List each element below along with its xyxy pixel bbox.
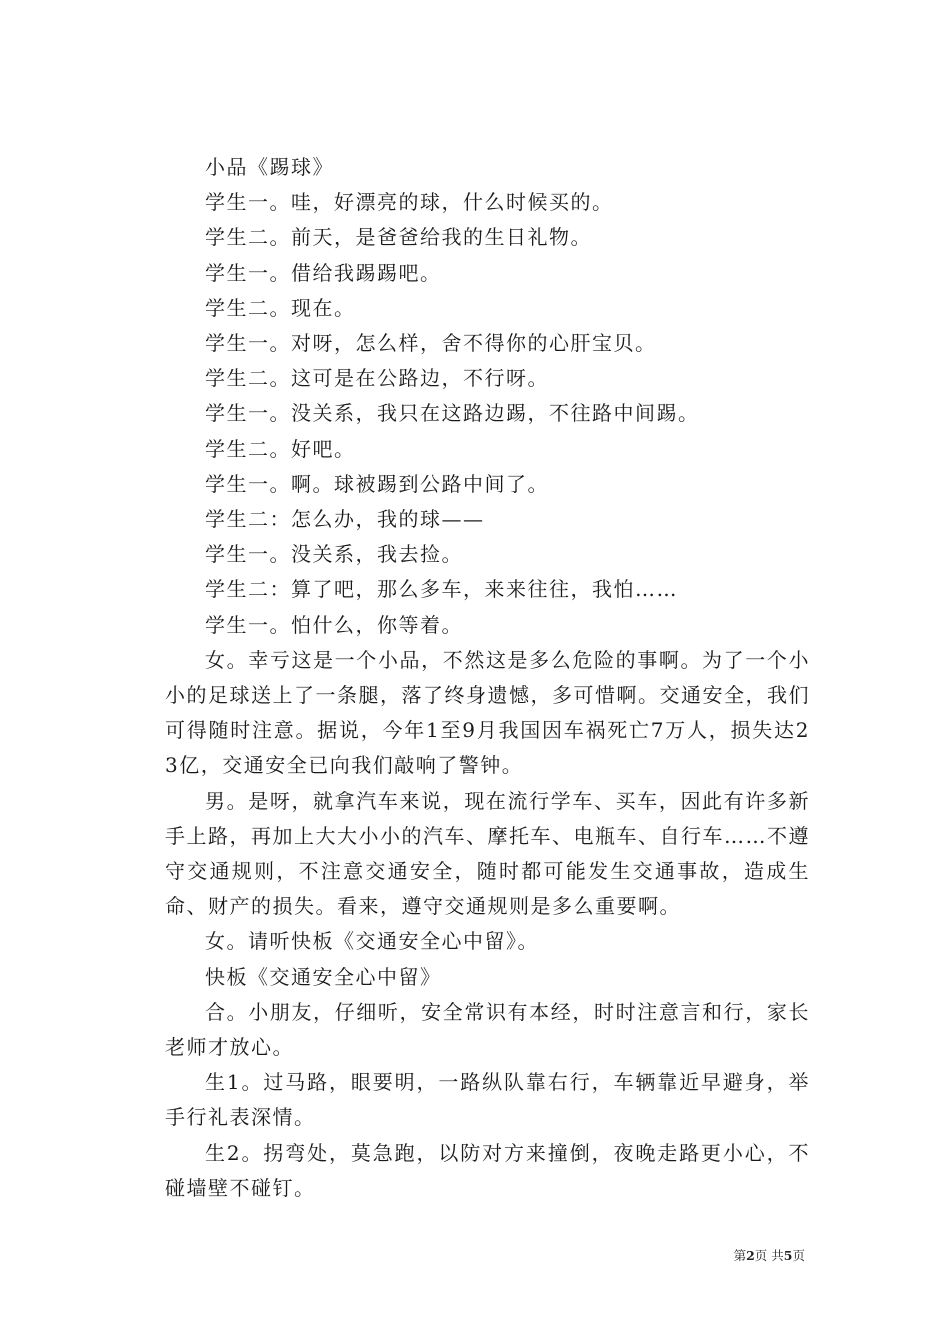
dialogue-line: 学生二。这可是在公路边，不行呀。	[205, 366, 549, 391]
narration-paragraph: 女。请听快板《交通安全心中留》。	[205, 929, 539, 954]
dialogue-line: 学生二。好吧。	[205, 436, 356, 461]
footer-total-pages: 5	[783, 1248, 793, 1263]
dialogue-line: 学生一。怕什么，你等着。	[205, 612, 463, 637]
footer-middle: 页 共	[754, 1248, 784, 1263]
dialogue-line: 学生一。啊。球被踢到公路中间了。	[205, 471, 549, 496]
narration-paragraph: 女。幸亏这是一个小品，不然这是多么危险的事啊。为了一个小小的足球送上了一条腿，落了终身遗憾，多可惜啊。交通安全，我们可得随时注意。据说，今年1至9月我国因车祸死亡7万人，损失达23亿，交通安全已向我们敲响了警钟。	[165, 647, 810, 778]
dialogue-line: 学生一。哇，好漂亮的球，什么时候买的。	[205, 190, 614, 215]
page-footer	[734, 1246, 805, 1264]
dialogue-line: 学生一。没关系，我去捡。	[205, 542, 463, 567]
footer-prefix: 第	[733, 1248, 747, 1263]
dialogue-line: 学生二。现在。	[205, 295, 356, 320]
dialogue-line: 学生二：怎么办，我的球——	[205, 507, 485, 532]
dialogue-line: 学生一。借给我踢踢吧。	[205, 260, 442, 285]
verse-paragraph: 生1。过马路，眼要明，一路纵队靠右行，车辆靠近早避身，举手行礼表深情。	[165, 1070, 810, 1130]
dialogue-line: 学生一。没关系，我只在这路边踢，不往路中间踢。	[205, 401, 700, 426]
dialogue-line: 学生一。对呀，怎么样，舍不得你的心肝宝贝。	[205, 331, 657, 356]
narration-paragraph: 男。是呀，就拿汽车来说，现在流行学车、买车，因此有许多新手上路，再加上大大小小的汽车、摩托车、电瓶车、自行车……不遵守交通规则，不注意交通安全，随时都可能发生交通事故，造成生命、财产的损失。看来，遵守交通规则是多么重要啊。	[165, 788, 810, 919]
footer-current-page: 2	[746, 1248, 755, 1263]
title-kuaiban: 快板《交通安全心中留》	[205, 964, 442, 989]
verse-paragraph: 合。小朋友，仔细听，安全常识有本经，时时注意言和行，家长老师才放心。	[165, 999, 810, 1060]
footer-suffix: 页	[792, 1248, 805, 1263]
document-body	[165, 150, 810, 1206]
title-skit: 小品《踢球》	[205, 155, 334, 179]
dialogue-line: 学生二：算了吧，那么多车，来来往往，我怕……	[205, 577, 678, 602]
dialogue-line: 学生二。前天，是爸爸给我的生日礼物。	[205, 225, 592, 250]
verse-paragraph: 生2。拐弯处，莫急跑，以防对方来撞倒，夜晚走路更小心，不碰墙壁不碰钉。	[165, 1140, 810, 1200]
